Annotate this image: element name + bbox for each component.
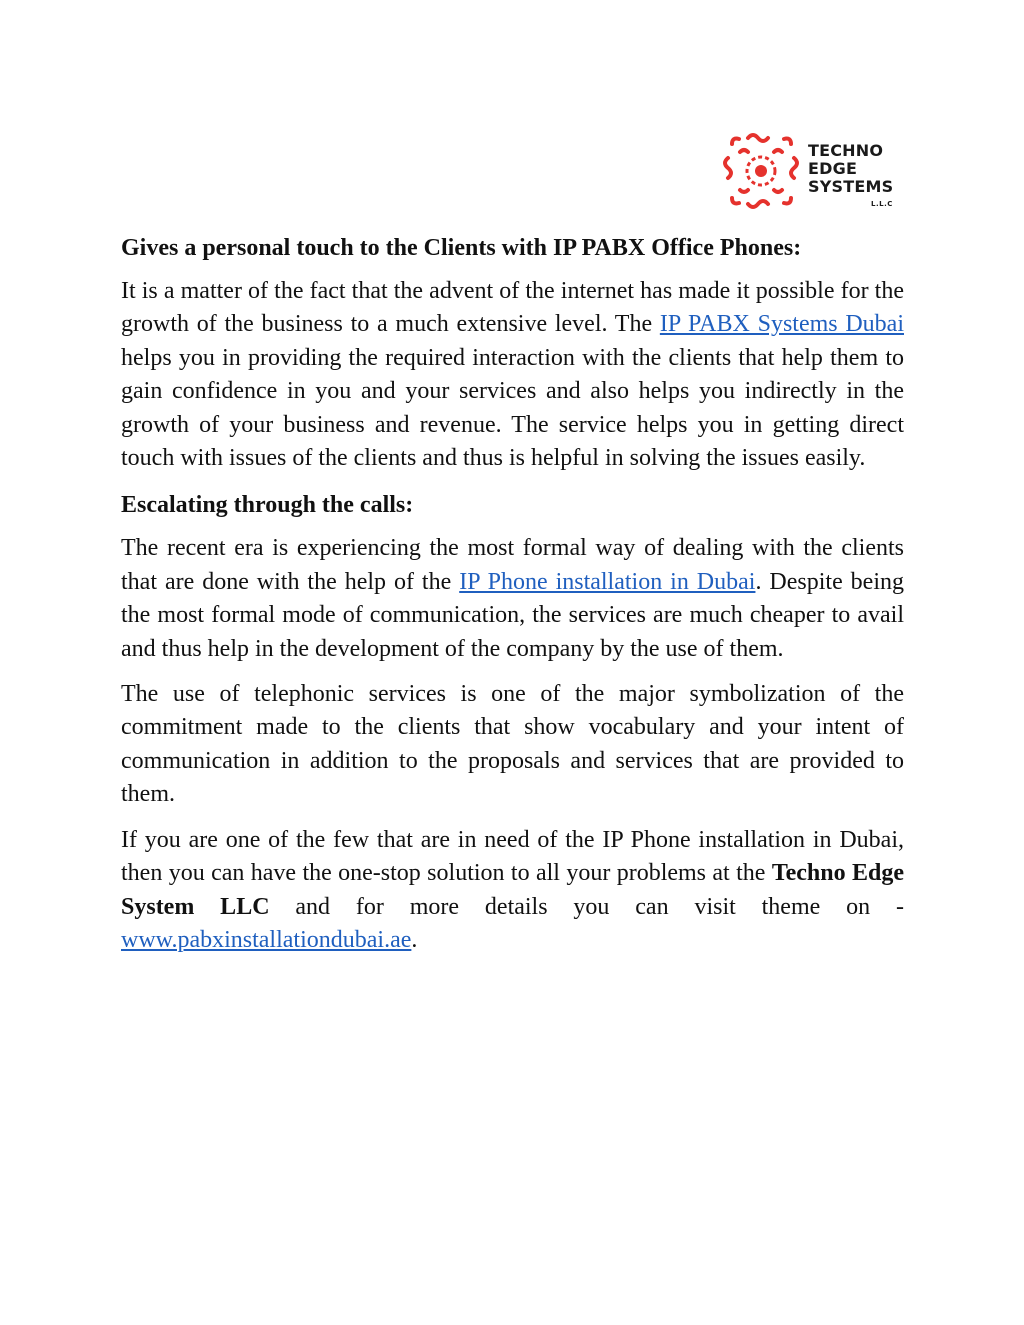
company-logo (718, 128, 908, 214)
logo-line-1: TECHNO (808, 141, 884, 160)
section2-paragraph-1 (121, 532, 904, 666)
section1-heading: Gives a personal touch to the Clients with IP PABX Office Phones: (121, 235, 802, 261)
logo-line-2: EDGE (808, 159, 858, 178)
section2-heading: Escalating through the calls: (121, 492, 414, 519)
section2-paragraph-3 (121, 824, 904, 958)
text-run: . (411, 926, 418, 953)
logo-wordmark (808, 142, 893, 196)
text-run: The recent era is experiencing the most formal way of dealing with the clients that are done with the help of the (121, 535, 904, 595)
text-run: If you are one of the few that are in need of the IP Phone installation in Dubai, then you can have the one-stop solution to all your problems at the (121, 826, 904, 887)
website-link[interactable]: www.pabxinstallationdubai.ae (121, 926, 412, 953)
logo-line-3: SYSTEMS (808, 177, 894, 196)
logo-emblem-icon (718, 128, 804, 214)
logo-llc: L.L.C (871, 200, 893, 208)
article-body (121, 232, 904, 969)
ip-phone-installation-link[interactable]: IP Phone installation in Dubai (459, 568, 756, 595)
company-name: Techno Edge System LLC (121, 860, 905, 920)
text-run: helps you in providing the required interaction with the clients that help them to gain confidence in you and your services and also helps you indirectly in the growth of your business and revenue. The service helps you in getting direct touch with issues of the clients and thus is helpful in solving the issues easily. (121, 344, 904, 472)
text-run: and for more details you can visit theme on - (269, 893, 904, 920)
ip-pabx-systems-dubai-link[interactable]: IP PABX Systems Dubai (659, 311, 904, 338)
section2-paragraph-2: The use of telephonic services is one of the major symbolization of the commitment made to the clients that show vocabulary and your intent of communication in addition to the proposals and services that are provided to them. (121, 681, 904, 808)
text-run: . Despite being the most formal mode of communication, the services are much cheaper to avail and thus help in the development of the company by the use of them. (121, 568, 904, 662)
text-run: It is a matter of the fact that the advent of the internet has made it possible for the growth of the business to a much extensive level. The (121, 278, 904, 338)
section1-paragraph (121, 275, 904, 475)
